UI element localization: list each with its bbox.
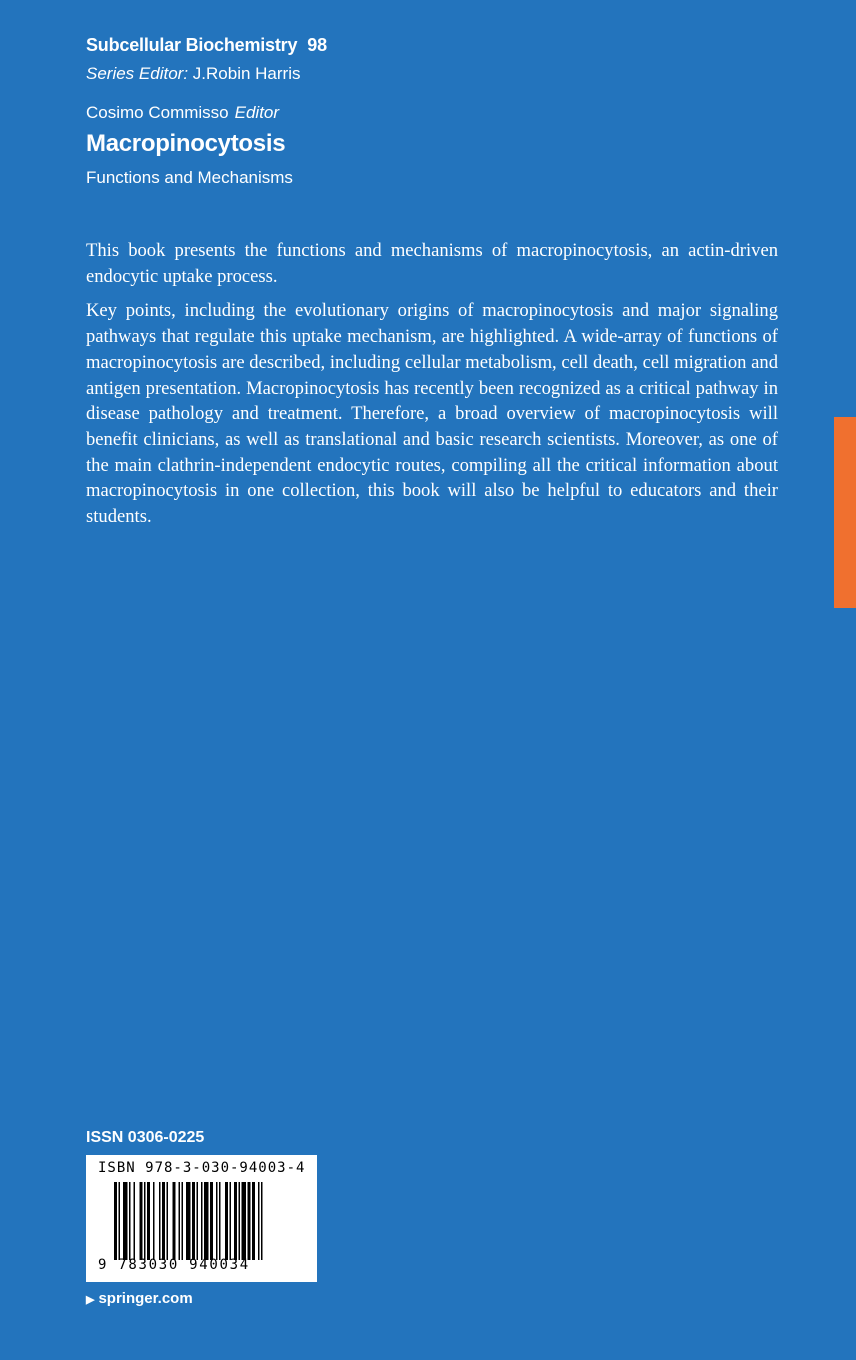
barcode-bar — [248, 1182, 251, 1260]
blurb-paragraph: Key points, including the evolutionary origins of macropinocytosis and major signaling pathways that regulate this uptake mechanism, are highlighted. A wide-array of functions of macropinocytosis are described, including cellular metabolism, cell death, cell migration and antigen presentation. Macropinocytosis has recently been recognized as a critical pathway in disease pathology and treatment. Therefore, a broad overview of macropinocytosis will benefit clinicians, as well as translational and basic research scientists. Moreover, as one of the main clathrin-independent endocytic routes, compiling all the critical information about macropinocytosis in one collection, this book will also be helpful to educators and their students. — [86, 300, 778, 528]
editor-role: Editor — [234, 103, 280, 122]
series-editor-name: J.Robin Harris — [192, 64, 301, 83]
barcode-bar — [167, 1182, 169, 1260]
barcode-bar — [201, 1182, 203, 1260]
barcode-bar — [216, 1182, 218, 1260]
barcode-bar — [144, 1182, 146, 1260]
series-number: 98 — [307, 35, 327, 55]
barcode-bar — [173, 1182, 176, 1260]
barcode-bar — [204, 1182, 209, 1260]
book-title: Macropinocytosis — [86, 130, 286, 157]
barcode-bar — [147, 1182, 150, 1260]
barcode-bar — [219, 1182, 221, 1260]
book-subtitle: Functions and Mechanisms — [86, 168, 293, 187]
barcode-bar — [234, 1182, 237, 1260]
barcode-bar — [134, 1182, 136, 1260]
barcode-bar — [114, 1182, 117, 1260]
issn: ISSN 0306-0225 — [86, 1129, 205, 1146]
publisher-link[interactable] — [86, 1290, 193, 1307]
barcode-bar — [258, 1182, 260, 1260]
edge-tab-marker — [834, 417, 856, 608]
arrow-right-icon: ▶ — [86, 1294, 95, 1306]
blurb — [86, 238, 778, 539]
barcode-bar — [140, 1182, 143, 1260]
barcode-bar — [192, 1182, 195, 1260]
barcode-bar — [119, 1182, 121, 1260]
barcode-bar — [129, 1182, 131, 1260]
barcode-bar — [159, 1182, 161, 1260]
publisher-url: springer.com — [98, 1290, 193, 1307]
blurb-paragraph: This book presents the functions and mechanisms of macropinocytosis, an actin-driven endocytic uptake process. — [86, 240, 778, 287]
barcode-bar — [230, 1182, 232, 1260]
barcode-bar — [182, 1182, 184, 1260]
series-editor-label: Series Editor: — [86, 64, 189, 83]
barcode-bar — [162, 1182, 165, 1260]
barcode-bar — [252, 1182, 255, 1260]
barcode-bar — [239, 1182, 241, 1260]
series-title — [86, 35, 327, 56]
barcode-bar — [186, 1182, 191, 1260]
barcode-bar — [210, 1182, 213, 1260]
barcode-bar — [179, 1182, 181, 1260]
book-editor — [86, 103, 279, 123]
barcode-bar — [225, 1182, 228, 1260]
isbn-text: ISBN 978-3-030-94003-4 — [98, 1160, 306, 1176]
barcode-bar — [197, 1182, 199, 1260]
series-name: Subcellular Biochemistry — [86, 35, 298, 55]
barcode-bar — [242, 1182, 247, 1260]
barcode-bar — [153, 1182, 155, 1260]
series-editor — [86, 64, 300, 84]
barcode-bar — [123, 1182, 128, 1260]
barcode-bar — [261, 1182, 263, 1260]
isbn-barcode — [86, 1155, 317, 1282]
editor-name: Cosimo Commisso — [86, 103, 229, 122]
barcode-bars — [114, 1182, 304, 1260]
barcode-digits: 9 783030 940034 — [98, 1257, 250, 1273]
